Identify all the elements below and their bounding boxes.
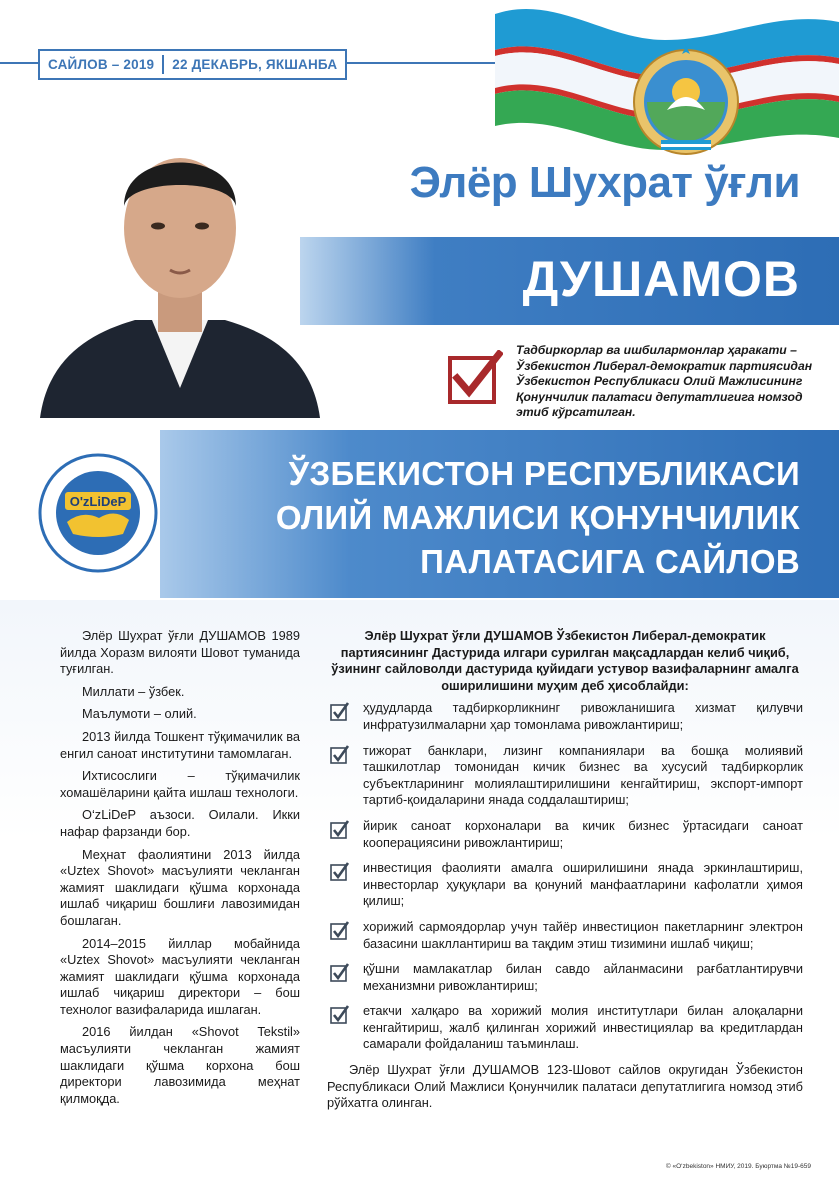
task-text: инвестиция фаолияти амалга оширилишини янада эркинлаштириш, инвесторлар ҳуқуқлари ва қонуний манфаатларини кафолатли ҳимоя қилиш; (363, 860, 803, 909)
program-task (327, 1003, 803, 1053)
bio-paragraph: Меҳнат фаолиятини 2013 йилда «Uztex Shovot» масъулияти чекланган жамият шаклидаги қўшма корхонада ишлаб чиқариш бошлиғи лавозимидан бошлаган. (60, 846, 300, 928)
task-text: етакчи халқаро ва хорижий молия институтлари билан алоқаларни кенгайтириш, жалб қилинган хорижий инвестициялар ва кредитлардан самарали фойдаланиш таъминлаш. (363, 1003, 803, 1052)
program-task (327, 860, 803, 910)
task-text: қўшни мамлакатлар билан савдо айланмасини рағбатлантирувчи механизмни ривожлантириш; (363, 961, 803, 993)
election-date: 22 ДЕКАБРЬ, ЯКШАНБА (172, 57, 338, 72)
state-emblem (627, 40, 745, 160)
bio-paragraph: 2013 йилда Тошкент тўқимачилик ва енгил саноат институтини тамомлаган. (60, 728, 300, 761)
election-title-line: ЎЗБЕКИСТОН РЕСПУБЛИКАСИ (288, 455, 800, 492)
program (327, 628, 803, 1112)
print-footer: © «O‘zbekiston» НМИУ, 2019. Буюртма №19-659 (665, 1163, 811, 1170)
task-text: тижорат банклари, лизинг компаниялари ва бошқа молиявий ташкилотлар томонидан кичик бизнес ва хусусий тадбиркорлик субъектларининг молиялаштирилишини кенгайтириш, экспорт-импорт тартиб-қоидаларини янада соддалаштириш; (363, 742, 803, 808)
bio-paragraph: 2014–2015 йиллар мобайнида «Uztex Shovot» масъулияти чекланган жамият шаклидаги қўшма корхонада ишлаб чиқариш директори – бош технолог вазифаларида ишлаган. (60, 935, 300, 1017)
bio-paragraph: 2016 йилдан «Shovot Tekstil» масъулияти чекланган жамият шаклидаги қўшма корхона бош директори лавозимида меҳнат қилмоқда. (60, 1024, 300, 1106)
bio-paragraph: Маълумоти – олий. (82, 706, 197, 722)
bio-paragraph: Миллати – ўзбек. (82, 683, 185, 699)
nomination-text: Тадбиркорлар ва ишбилармонлар ҳаракати – Ўзбекистон Либерал-демократик партиясидан Ўзбекистон Республикаси Олий Мажлисининг Қонунчилик палатаси депутатлигига номзод этиб кўрсатилган. (516, 343, 813, 419)
candidate-surname: ДУШАМОВ (522, 251, 800, 307)
task-text: йирик саноат корхоналари ва кичик бизнес ўртасидаги саноат кооперациясини ривожлантириш; (363, 817, 803, 850)
program-task (327, 919, 803, 952)
bio-paragraph: O‘zLiDeP аъзоси. Оилали. Икки нафар фарзанди бор. (60, 807, 300, 839)
election-title-line: ПАЛАТАСИГА САЙЛОВ (420, 543, 800, 580)
candidate-first-name: Элёр Шухрат ўғли (409, 158, 800, 207)
election-date-box (38, 49, 347, 80)
election-year: САЙЛОВ – 2019 (48, 57, 155, 72)
election-title (200, 452, 800, 584)
election-title-line: ОЛИЙ МАЖЛИСИ ҚОНУНЧИЛИК (275, 499, 800, 536)
checkbox-check-icon (330, 921, 350, 941)
checkbox-check-icon (330, 702, 350, 722)
biography (60, 628, 300, 1113)
checkbox-check-icon (330, 745, 350, 765)
task-text: хорижий сармоядорлар учун тайёр инвестицион пакетларнинг электрон базасини шакллантириш ва тақдим этиш тизимини ишлаб чиқиш; (363, 918, 803, 951)
bio-paragraph: Элёр Шухрат ўғли ДУШАМОВ 1989 йилда Хоразм вилояти Шовот туманида туғилган. (60, 628, 300, 677)
header-rule-right (326, 62, 520, 64)
program-task (327, 700, 803, 733)
checkbox-check-icon (330, 820, 350, 840)
program-task (327, 743, 803, 809)
program-intro: Элёр Шухрат ўғли ДУШАМОВ Ўзбекистон Либерал-демократик партиясининг Дастурида илгари сурилган мақсадлардан келиб чиқиб, ўзининг сайловолди дастурида қуйидаги устувор вазифаларнинг амалга оширилишини муҳим деб ҳисоблайди: (331, 628, 799, 693)
program-closing: Элёр Шухрат ўғли ДУШАМОВ 123-Шовот сайлов округидан Ўзбекистон Республикаси Олий Мажлиси Қонунчилик палатаси депутатлигига номзод этиб рўйхатга олинган. (327, 1062, 803, 1111)
task-text: ҳудудларда тадбиркорликнинг ривожланишига хизмат қилувчи инфратузилмаларни ҳар томонлама ривожлантириш; (363, 700, 803, 732)
candidate-portrait (30, 88, 330, 418)
party-logo (37, 452, 159, 574)
checkbox-check-icon (330, 1005, 350, 1025)
checkbox-check-icon (330, 963, 350, 983)
checkbox-check-icon (330, 862, 350, 882)
header-rule-left (0, 62, 38, 64)
program-task (327, 961, 803, 994)
ballot-check-icon (447, 350, 503, 406)
bio-paragraph: Ихтисослиги – тўқимачилик хомашёларини қайта ишлаш технологи. (60, 768, 300, 800)
party-logo-name: O'zLiDeP (69, 494, 127, 509)
program-task (327, 818, 803, 851)
